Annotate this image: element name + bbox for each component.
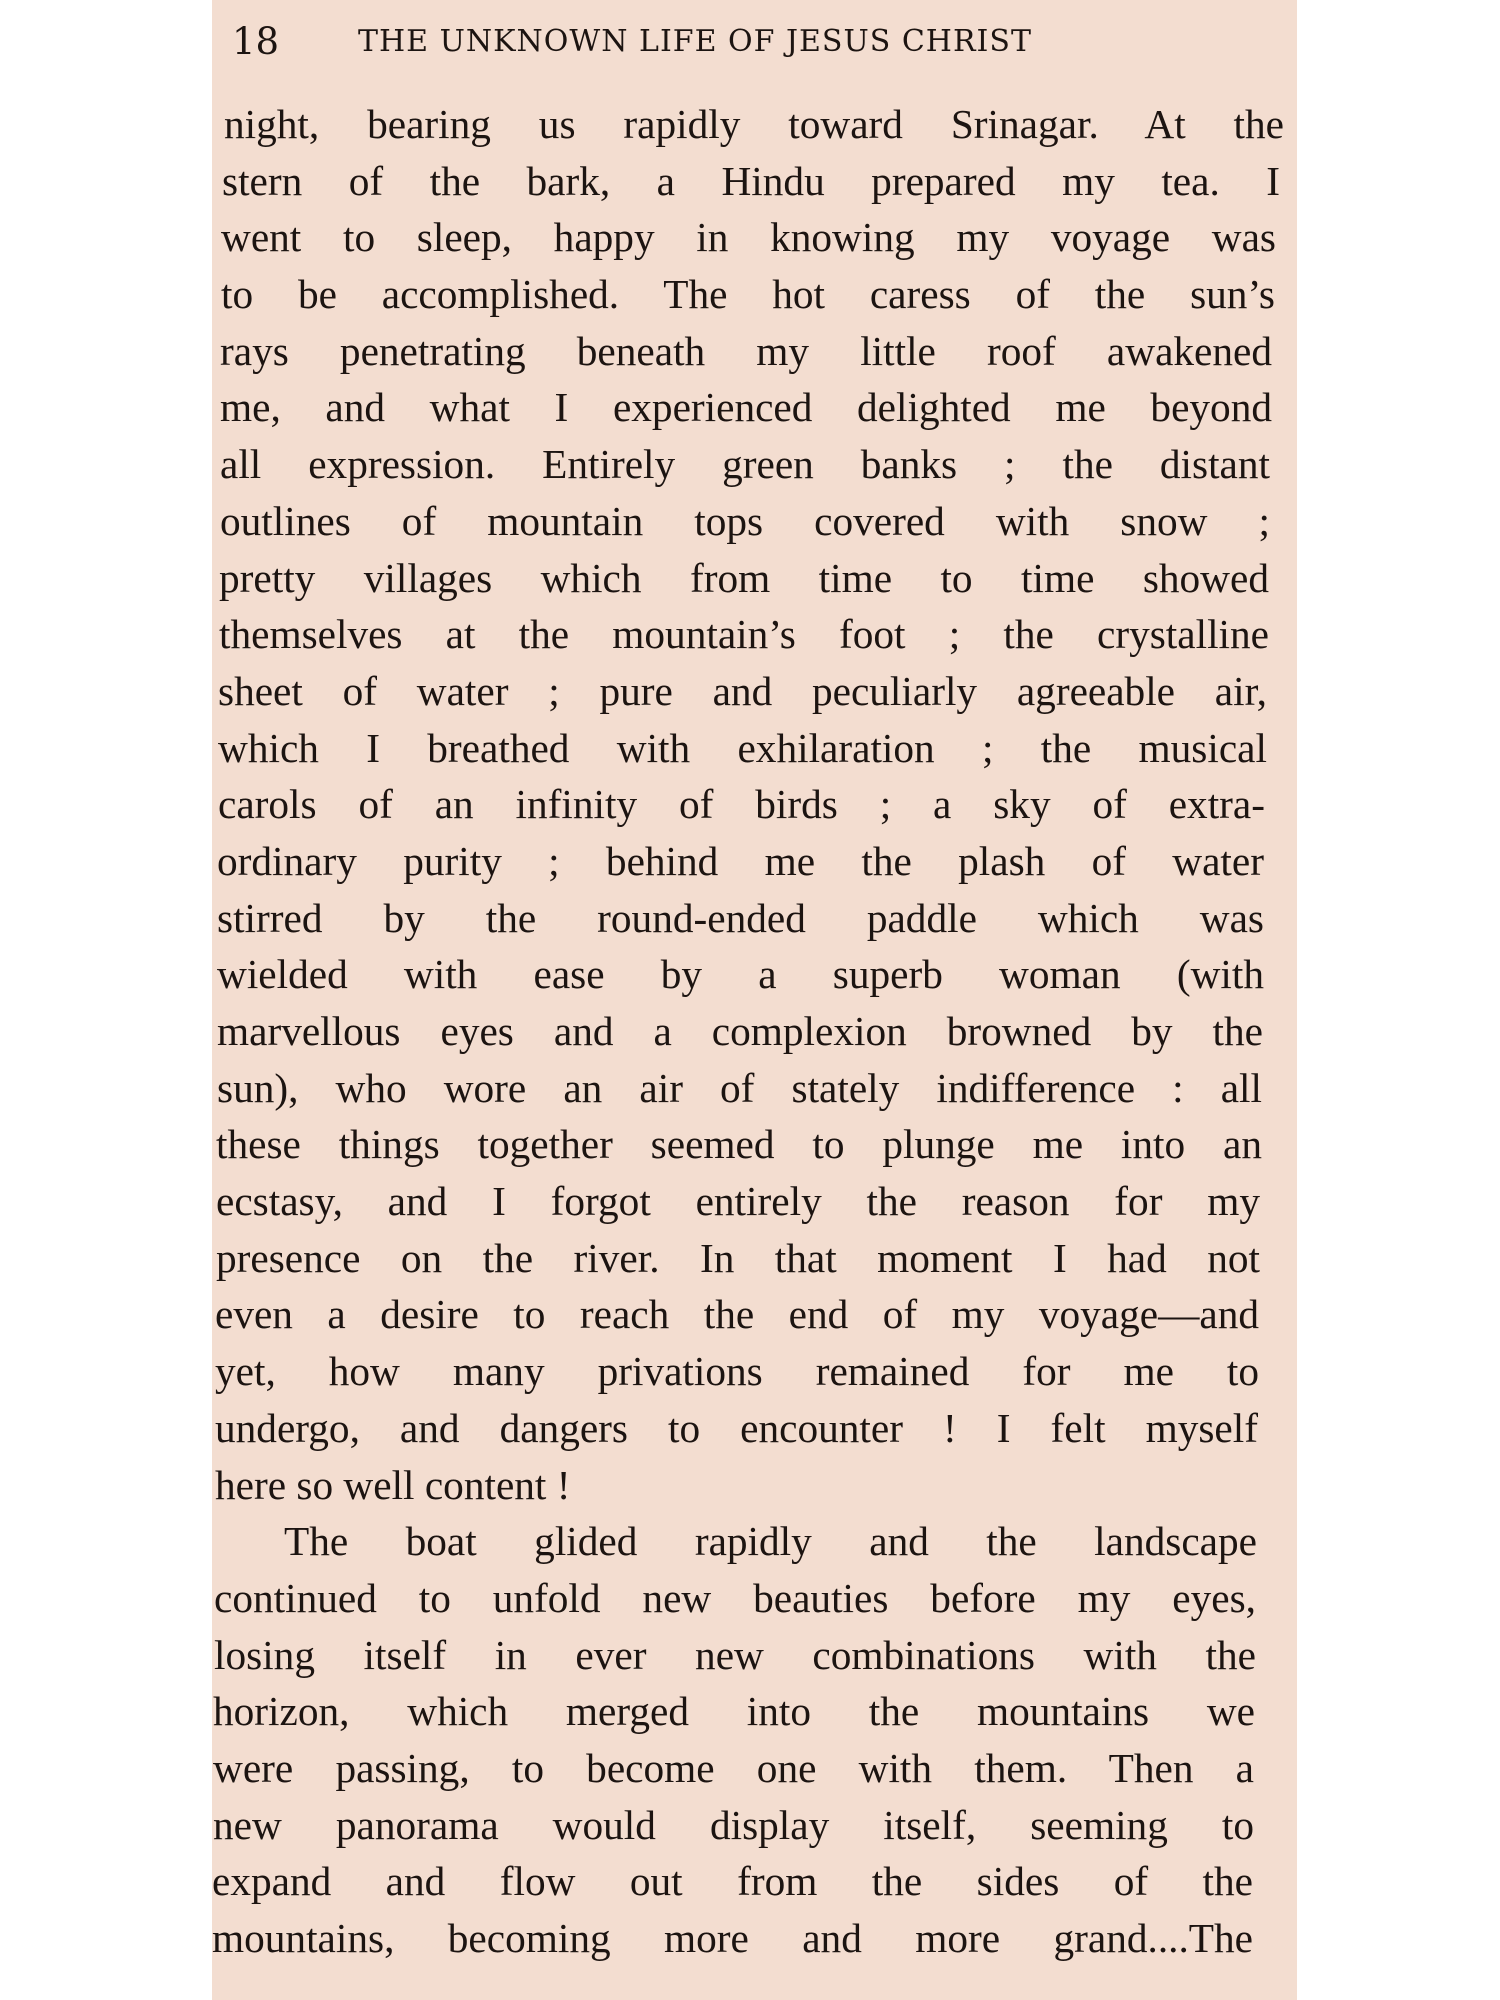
text-line: which I breathed with exhilaration ; the musical bbox=[218, 724, 1267, 771]
text-line: undergo, and dangers to encounter ! I felt myself bbox=[215, 1404, 1258, 1451]
text-line: themselves at the mountain’s foot ; the crystalline bbox=[219, 611, 1269, 658]
text-line: to be accomplished. The hot caress of the sun’s bbox=[221, 271, 1275, 318]
text-line: yet, how many privations remained for me to bbox=[215, 1348, 1259, 1395]
text-line: mountains, becoming more and more grand....The bbox=[212, 1915, 1253, 1961]
text-line: even a desire to reach the end of my voyage—and bbox=[215, 1291, 1259, 1338]
text-line: losing itself in ever new combinations with the bbox=[214, 1631, 1256, 1678]
text-line: pretty villages which from time to time showed bbox=[219, 554, 1269, 601]
text-line: new panorama would display itself, seeming to bbox=[213, 1801, 1254, 1848]
book-page bbox=[212, 0, 1297, 2000]
body-text bbox=[212, 96, 1297, 1967]
text-line: carols of an infinity of birds ; a sky of extra- bbox=[218, 781, 1265, 828]
text-line: stern of the bark, a Hindu prepared my tea. I bbox=[222, 157, 1280, 204]
text-line: me, and what I experienced delighted me beyond bbox=[220, 384, 1272, 431]
text-line: sun), who wore an air of stately indifference : all bbox=[217, 1064, 1262, 1111]
page-header bbox=[232, 16, 1282, 68]
text-line: outlines of mountain tops covered with snow ; bbox=[220, 497, 1270, 544]
text-line: night, bearing us rapidly toward Srinagar. At the bbox=[224, 101, 1284, 147]
text-line: presence on the river. In that moment I had not bbox=[216, 1234, 1260, 1281]
text-line: rays penetrating beneath my little roof awakened bbox=[220, 327, 1272, 374]
text-line: were passing, to become one with them. Then a bbox=[213, 1744, 1254, 1791]
text-line: marvellous eyes and a complexion browned by the bbox=[217, 1008, 1263, 1054]
text-line: expand and flow out from the sides of the bbox=[212, 1858, 1253, 1905]
text-line: wielded with ease by a superb woman (with bbox=[217, 951, 1264, 998]
text-line: The boat glided rapidly and the landscape bbox=[284, 1518, 1257, 1565]
text-line: ordinary purity ; behind me the plash of water bbox=[217, 837, 1264, 884]
text-line: horizon, which merged into the mountains we bbox=[213, 1688, 1255, 1735]
page-number: 18 bbox=[232, 20, 280, 63]
text-line: stirred by the round-ended paddle which was bbox=[217, 894, 1264, 941]
text-line: here so well content ! bbox=[215, 1461, 571, 1508]
text-line: went to sleep, happy in knowing my voyage was bbox=[221, 214, 1276, 261]
text-line: these things together seemed to plunge me into an bbox=[216, 1121, 1262, 1168]
text-line: continued to unfold new beauties before my eyes, bbox=[214, 1574, 1256, 1621]
text-line: all expression. Entirely green banks ; the distant bbox=[220, 441, 1270, 488]
running-title: THE UNKNOWN LIFE OF JESUS CHRIST bbox=[358, 24, 1032, 59]
text-line: ecstasy, and I forgot entirely the reason for my bbox=[216, 1178, 1260, 1225]
text-line: sheet of water ; pure and peculiarly agreeable air, bbox=[218, 667, 1267, 714]
